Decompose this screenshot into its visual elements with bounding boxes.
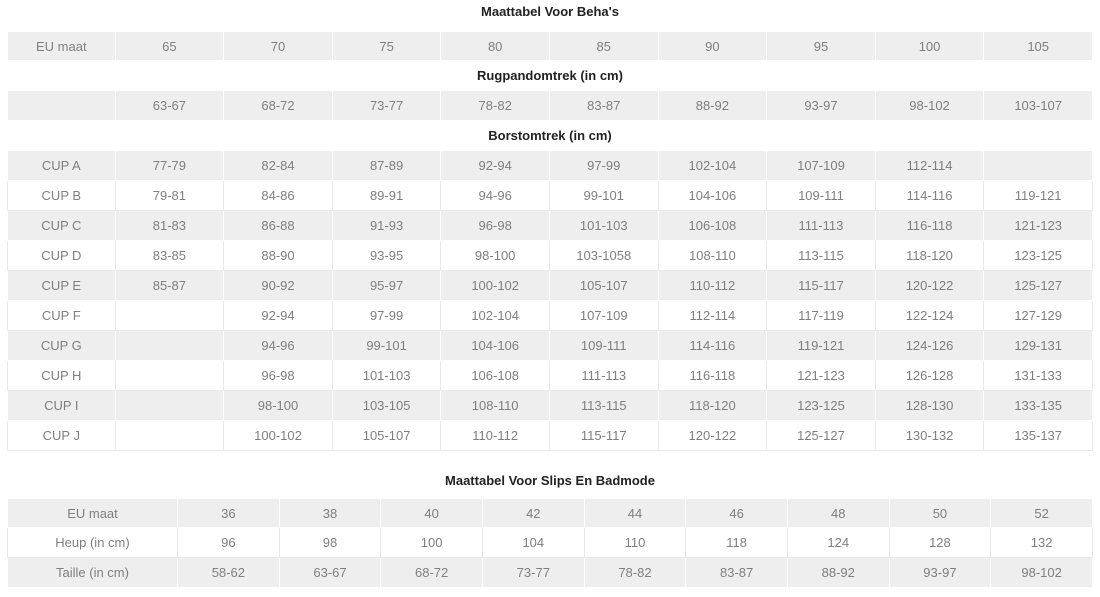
table-row	[7, 421, 1093, 451]
value-cell: 93-97	[890, 558, 992, 588]
value-cell: 105-107	[550, 271, 659, 301]
value-cell: 115-117	[550, 421, 659, 451]
value-cell: 121-123	[984, 211, 1093, 241]
value-cell: 116-118	[659, 361, 768, 391]
table-row	[7, 528, 1093, 558]
row-label-cell: CUP D	[7, 241, 116, 271]
value-cell: 124	[788, 528, 890, 558]
table-row	[7, 211, 1093, 241]
row-label-cell: Taille (in cm)	[7, 558, 178, 588]
value-cell: 119-121	[984, 181, 1093, 211]
value-cell: 98-102	[876, 91, 985, 121]
value-cell: 96	[178, 528, 280, 558]
row-label-cell: CUP J	[7, 421, 116, 451]
value-cell: 63-67	[280, 558, 382, 588]
value-cell: 102-104	[659, 151, 768, 181]
value-cell: 105	[984, 31, 1093, 61]
value-cell: 102-104	[441, 301, 550, 331]
value-cell: 114-116	[659, 331, 768, 361]
table-row	[7, 331, 1093, 361]
value-cell: 95	[767, 31, 876, 61]
bra-table-title: Maattabel Voor Beha's	[481, 4, 619, 19]
value-cell: 77-79	[116, 151, 225, 181]
value-cell: 133-135	[984, 391, 1093, 421]
value-cell: 116-118	[876, 211, 985, 241]
value-cell: 68-72	[224, 91, 333, 121]
row-label-cell	[7, 91, 116, 121]
value-cell: 132	[991, 528, 1093, 558]
value-cell: 73-77	[483, 558, 585, 588]
value-cell: 100-102	[224, 421, 333, 451]
row-label-cell: CUP H	[7, 361, 116, 391]
value-cell: 83-87	[686, 558, 788, 588]
value-cell: 100	[381, 528, 483, 558]
value-cell: 44	[585, 498, 687, 528]
row-label-cell: Heup (in cm)	[7, 528, 178, 558]
value-cell: 95-97	[333, 271, 442, 301]
value-cell: 101-103	[550, 211, 659, 241]
slips-table-title: Maattabel Voor Slips En Badmode	[445, 473, 655, 488]
value-cell: 98-102	[991, 558, 1093, 588]
value-cell	[116, 361, 225, 391]
value-cell: 70	[224, 31, 333, 61]
value-cell: 118	[686, 528, 788, 558]
value-cell: 127-129	[984, 301, 1093, 331]
row-label-cell: CUP F	[7, 301, 116, 331]
value-cell: 101-103	[333, 361, 442, 391]
value-cell: 105-107	[333, 421, 442, 451]
value-cell: 63-67	[116, 91, 225, 121]
value-cell: 88-90	[224, 241, 333, 271]
value-cell: 106-108	[441, 361, 550, 391]
value-cell: 128-130	[876, 391, 985, 421]
section-header-label: Borstomtrek (in cm)	[7, 121, 1093, 151]
value-cell: 120-122	[876, 271, 985, 301]
value-cell: 126-128	[876, 361, 985, 391]
value-cell: 108-110	[441, 391, 550, 421]
value-cell: 78-82	[441, 91, 550, 121]
value-cell: 109-111	[550, 331, 659, 361]
value-cell: 96-98	[441, 211, 550, 241]
value-cell	[116, 301, 225, 331]
value-cell: 123-125	[984, 241, 1093, 271]
value-cell: 94-96	[441, 181, 550, 211]
value-cell: 94-96	[224, 331, 333, 361]
value-cell: 119-121	[767, 331, 876, 361]
value-cell	[116, 331, 225, 361]
value-cell: 42	[483, 498, 585, 528]
value-cell: 98-100	[224, 391, 333, 421]
value-cell: 50	[890, 498, 992, 528]
value-cell: 110-112	[659, 271, 768, 301]
value-cell: 112-114	[876, 151, 985, 181]
row-label-cell: CUP G	[7, 331, 116, 361]
row-label-cell: CUP C	[7, 211, 116, 241]
section-header-label: Rugpandomtrek (in cm)	[7, 61, 1093, 91]
value-cell: 85-87	[116, 271, 225, 301]
value-cell: 104	[483, 528, 585, 558]
value-cell: 99-101	[333, 331, 442, 361]
value-cell: 125-127	[767, 421, 876, 451]
value-cell: 130-132	[876, 421, 985, 451]
table-row	[7, 558, 1093, 588]
value-cell: 103-1058	[550, 241, 659, 271]
value-cell: 84-86	[224, 181, 333, 211]
value-cell: 114-116	[876, 181, 985, 211]
value-cell: 113-115	[550, 391, 659, 421]
value-cell: 91-93	[333, 211, 442, 241]
value-cell: 85	[550, 31, 659, 61]
section-header-row	[7, 121, 1093, 151]
value-cell: 107-109	[767, 151, 876, 181]
value-cell: 90-92	[224, 271, 333, 301]
value-cell: 109-111	[767, 181, 876, 211]
table-row	[7, 361, 1093, 391]
value-cell: 117-119	[767, 301, 876, 331]
slips-size-table	[7, 498, 1093, 588]
value-cell: 90	[659, 31, 768, 61]
value-cell: 68-72	[381, 558, 483, 588]
row-label-cell: EU maat	[7, 31, 116, 61]
value-cell: 125-127	[984, 271, 1093, 301]
value-cell: 80	[441, 31, 550, 61]
value-cell: 98	[280, 528, 382, 558]
value-cell: 129-131	[984, 331, 1093, 361]
value-cell: 97-99	[550, 151, 659, 181]
value-cell: 92-94	[441, 151, 550, 181]
value-cell: 58-62	[178, 558, 280, 588]
value-cell: 92-94	[224, 301, 333, 331]
value-cell: 83-85	[116, 241, 225, 271]
value-cell: 107-109	[550, 301, 659, 331]
value-cell: 104-106	[659, 181, 768, 211]
value-cell: 111-113	[767, 211, 876, 241]
value-cell: 40	[381, 498, 483, 528]
row-label-cell: EU maat	[7, 498, 178, 528]
table-row	[7, 241, 1093, 271]
value-cell: 88-92	[659, 91, 768, 121]
value-cell: 118-120	[659, 391, 768, 421]
value-cell: 75	[333, 31, 442, 61]
value-cell: 93-97	[767, 91, 876, 121]
table-row	[7, 271, 1093, 301]
table-row	[7, 91, 1093, 121]
value-cell: 78-82	[585, 558, 687, 588]
value-cell: 135-137	[984, 421, 1093, 451]
value-cell: 115-117	[767, 271, 876, 301]
value-cell: 124-126	[876, 331, 985, 361]
value-cell: 103-105	[333, 391, 442, 421]
value-cell: 103-107	[984, 91, 1093, 121]
value-cell: 122-124	[876, 301, 985, 331]
value-cell: 99-101	[550, 181, 659, 211]
bra-size-table	[7, 31, 1093, 451]
value-cell: 100	[876, 31, 985, 61]
section-header-row	[7, 61, 1093, 91]
value-cell: 36	[178, 498, 280, 528]
value-cell: 110-112	[441, 421, 550, 451]
table-row	[7, 391, 1093, 421]
value-cell: 83-87	[550, 91, 659, 121]
value-cell: 108-110	[659, 241, 768, 271]
value-cell: 93-95	[333, 241, 442, 271]
value-cell: 104-106	[441, 331, 550, 361]
value-cell: 98-100	[441, 241, 550, 271]
value-cell: 111-113	[550, 361, 659, 391]
value-cell: 87-89	[333, 151, 442, 181]
value-cell: 112-114	[659, 301, 768, 331]
value-cell: 46	[686, 498, 788, 528]
value-cell: 65	[116, 31, 225, 61]
value-cell: 106-108	[659, 211, 768, 241]
row-label-cell: CUP E	[7, 271, 116, 301]
row-label-cell: CUP A	[7, 151, 116, 181]
value-cell: 96-98	[224, 361, 333, 391]
value-cell: 86-88	[224, 211, 333, 241]
value-cell: 100-102	[441, 271, 550, 301]
value-cell: 121-123	[767, 361, 876, 391]
table-row	[7, 181, 1093, 211]
value-cell: 88-92	[788, 558, 890, 588]
table-row	[7, 31, 1093, 61]
value-cell: 123-125	[767, 391, 876, 421]
table-row	[7, 498, 1093, 528]
value-cell: 52	[991, 498, 1093, 528]
value-cell: 38	[280, 498, 382, 528]
value-cell: 73-77	[333, 91, 442, 121]
value-cell: 118-120	[876, 241, 985, 271]
value-cell: 48	[788, 498, 890, 528]
value-cell: 113-115	[767, 241, 876, 271]
value-cell: 82-84	[224, 151, 333, 181]
table-row	[7, 301, 1093, 331]
value-cell	[116, 421, 225, 451]
value-cell	[116, 391, 225, 421]
table-row	[7, 151, 1093, 181]
value-cell: 120-122	[659, 421, 768, 451]
value-cell	[984, 151, 1093, 181]
value-cell: 110	[585, 528, 687, 558]
value-cell: 81-83	[116, 211, 225, 241]
value-cell: 131-133	[984, 361, 1093, 391]
value-cell: 128	[890, 528, 992, 558]
value-cell: 97-99	[333, 301, 442, 331]
row-label-cell: CUP B	[7, 181, 116, 211]
value-cell: 89-91	[333, 181, 442, 211]
row-label-cell: CUP I	[7, 391, 116, 421]
value-cell: 79-81	[116, 181, 225, 211]
